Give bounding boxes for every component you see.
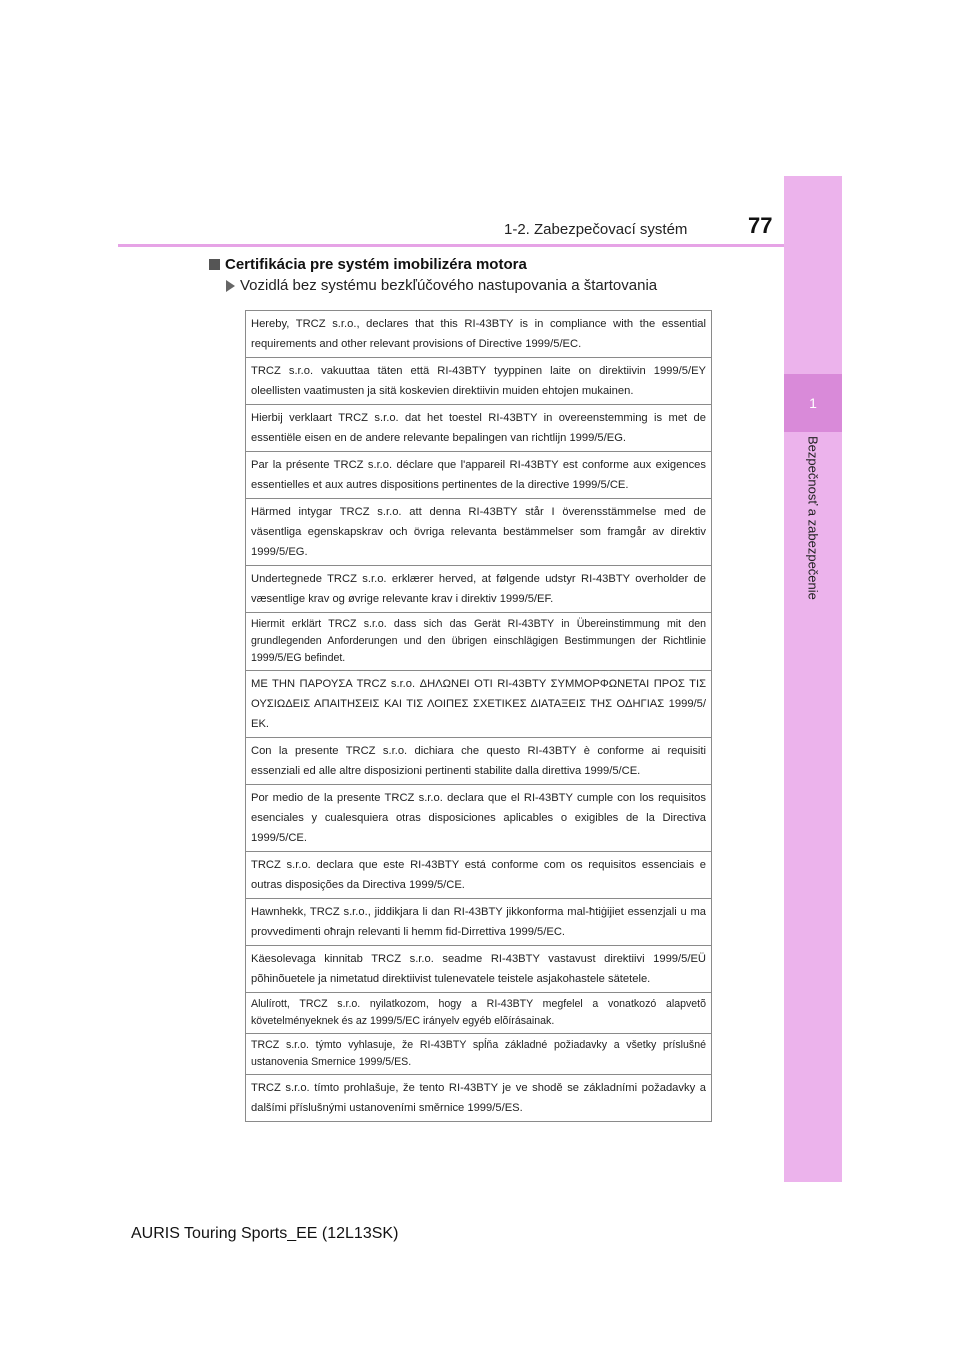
table-cell: TRCZ s.r.o. týmto vyhlasuje, že RI-43BTY spĺňa základné požiadavky a všetky príslušné ustanovenia Smernice 1999/5/ES. bbox=[246, 1034, 712, 1075]
section-title: 1-2. Zabezpečovací systém bbox=[504, 221, 688, 238]
subheading-text: Vozidlá bez systému bezkľúčového nastupovania a štartovania bbox=[240, 277, 658, 294]
table-row bbox=[246, 1075, 712, 1122]
page-number: 77 bbox=[748, 213, 773, 238]
table-row bbox=[246, 405, 712, 452]
table-row bbox=[246, 738, 712, 785]
table-row bbox=[246, 613, 712, 671]
table-cell: Hierbij verklaart TRCZ s.r.o. dat het toestel RI-43BTY in overeenstemming is met de essentiële eisen en de andere relevante bepalingen van richtlijn 1999/5/EG. bbox=[246, 405, 712, 452]
chapter-title-vertical bbox=[784, 436, 842, 626]
footer-text: AURIS Touring Sports_EE (12L13SK) bbox=[131, 1225, 399, 1242]
table-row bbox=[246, 671, 712, 738]
chapter-title: Bezpečnosť a zabezpečenie bbox=[805, 436, 821, 600]
table-row bbox=[246, 452, 712, 499]
table-cell: TRCZ s.r.o. tímto prohlašuje, že tento RI-43BTY je ve shodě se základními požadavky a dalšími příslušnými ustanoveními směrnice 1999/5/ES. bbox=[246, 1075, 712, 1122]
arrow-right-icon bbox=[226, 280, 235, 292]
table-row bbox=[246, 852, 712, 899]
table-row bbox=[246, 899, 712, 946]
table-cell: TRCZ s.r.o. vakuuttaa täten että RI-43BTY tyyppinen laite on direktiivin 1999/5/EY oleellisten vaatimusten ja sitä koskevien direktiivin muiden ehtojen mukainen. bbox=[246, 358, 712, 405]
section-heading bbox=[209, 256, 527, 273]
table-row bbox=[246, 499, 712, 566]
table-row bbox=[246, 785, 712, 852]
table-cell: Käesolevaga kinnitab TRCZ s.r.o. seadme RI-43BTY vastavust direktiivi 1999/5/EÜ põhinõuetele ja nimetatud direktiivist tulenevatele teistele asjakohastele sätetele. bbox=[246, 946, 712, 993]
square-bullet-icon bbox=[209, 259, 220, 270]
table-row bbox=[246, 993, 712, 1034]
table-cell: Härmed intygar TRCZ s.r.o. att denna RI-43BTY står I överensstämmelse med de väsentliga egenskapskrav och övriga relevanta bestämmelser som framgår av direktiv 1999/5/EG. bbox=[246, 499, 712, 566]
table-cell: Alulírott, TRCZ s.r.o. nyilatkozom, hogy a RI-43BTY megfelel a vonatkozó alapvetõ követelményeknek és az 1999/5/EC irányelv egyéb elõírásainak. bbox=[246, 993, 712, 1034]
table-cell: Hiermit erklärt TRCZ s.r.o. dass sich das Gerät RI-43BTY in Übereinstimmung mit den grundlegenden Anforderungen und den übrigen einschlägigen Bestimmungen der Richtlinie 1999/5/EG befindet. bbox=[246, 613, 712, 671]
table-cell: Con la presente TRCZ s.r.o. dichiara che questo RI-43BTY è conforme ai requisiti essenziali ed alle altre disposizioni pertinenti stabilite dalla direttiva 1999/5/CE. bbox=[246, 738, 712, 785]
heading-text: Certifikácia pre systém imobilizéra motora bbox=[225, 256, 527, 273]
chapter-side-band bbox=[784, 176, 842, 1182]
certification-table bbox=[245, 310, 712, 1122]
table-cell: Hereby, TRCZ s.r.o., declares that this RI-43BTY is in compliance with the essential requirements and other relevant provisions of Directive 1999/5/EC. bbox=[246, 311, 712, 358]
table-cell: Hawnhekk, TRCZ s.r.o., jiddikjara li dan RI-43BTY jikkonforma mal-ħtiġijiet essenzjali u ma provvedimenti oħrajn relevanti li hemm fid-Dirrettiva 1999/5/EC. bbox=[246, 899, 712, 946]
table-cell: Por medio de la presente TRCZ s.r.o. declara que el RI-43BTY cumple con los requisitos esenciales y cualesquiera otras disposiciones aplicables o exigibles de la Directiva 1999/5/CE. bbox=[246, 785, 712, 852]
table-cell: Par la présente TRCZ s.r.o. déclare que l'appareil RI-43BTY est conforme aux exigences essentielles et aux autres dispositions pertinentes de la directive 1999/5/CE. bbox=[246, 452, 712, 499]
table-row bbox=[246, 566, 712, 613]
table-row bbox=[246, 358, 712, 405]
table-row bbox=[246, 946, 712, 993]
table-cell: ΜΕ ΤΗΝ ΠΑΡΟΥΣΑ TRCZ s.r.o. ΔΗΛΩΝΕΙ ΟΤΙ RI-43BTY ΣΥΜΜΟΡΦΩΝΕΤΑΙ ΠΡΟΣ ΤΙΣ ΟΥΣΙΩΔΕΙΣ ΑΠΑΙΤΗΣΕΙΣ ΚΑΙ ΤΙΣ ΛΟΙΠΕΣ ΣΧΕΤΙΚΕΣ ΔΙΑΤΑΞΕΙΣ ΤΗΣ ΟΔΗΓΙΑΣ 1999/5/ΕΚ. bbox=[246, 671, 712, 738]
header-divider bbox=[118, 244, 785, 247]
chapter-number: 1 bbox=[809, 395, 817, 411]
table-cell: Undertegnede TRCZ s.r.o. erklærer herved, at følgende udstyr RI-43BTY overholder de væsentlige krav og øvrige relevante krav i direktiv 1999/5/EF. bbox=[246, 566, 712, 613]
sub-heading bbox=[226, 277, 657, 294]
table-cell: TRCZ s.r.o. declara que este RI-43BTY está conforme com os requisitos essenciais e outras disposições da Directiva 1999/5/CE. bbox=[246, 852, 712, 899]
table-row bbox=[246, 1034, 712, 1075]
chapter-tab bbox=[784, 374, 842, 432]
table-row bbox=[246, 311, 712, 358]
